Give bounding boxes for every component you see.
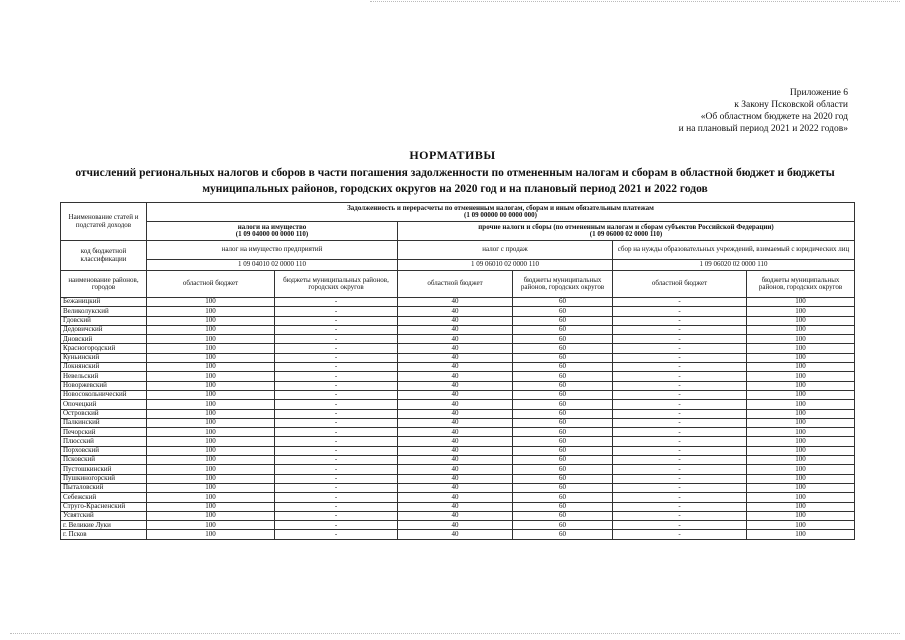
header-code3: 1 09 06020 02 0000 110 bbox=[613, 260, 855, 271]
value-cell: 40 bbox=[398, 316, 513, 325]
value-cell: - bbox=[275, 353, 398, 362]
table-row bbox=[61, 446, 855, 455]
table-body bbox=[61, 298, 855, 540]
value-cell: 40 bbox=[398, 307, 513, 316]
header-top bbox=[147, 203, 855, 222]
value-cell: - bbox=[275, 344, 398, 353]
value-cell: 100 bbox=[747, 363, 855, 372]
district-name-cell: Куньинский bbox=[61, 353, 147, 362]
table-row bbox=[61, 502, 855, 511]
value-cell: - bbox=[275, 372, 398, 381]
value-cell: 100 bbox=[747, 437, 855, 446]
value-cell: - bbox=[275, 474, 398, 483]
table-row bbox=[61, 465, 855, 474]
value-cell: 60 bbox=[513, 465, 613, 474]
value-cell: - bbox=[613, 418, 747, 427]
value-cell: - bbox=[275, 316, 398, 325]
value-cell: 40 bbox=[398, 493, 513, 502]
value-cell: - bbox=[275, 363, 398, 372]
value-cell: - bbox=[275, 428, 398, 437]
value-cell: 40 bbox=[398, 325, 513, 334]
value-cell: 40 bbox=[398, 456, 513, 465]
district-name-cell: Великолукский bbox=[61, 307, 147, 316]
value-cell: 60 bbox=[513, 325, 613, 334]
value-cell: 60 bbox=[513, 418, 613, 427]
value-cell: 60 bbox=[513, 521, 613, 530]
value-cell: 60 bbox=[513, 400, 613, 409]
value-cell: - bbox=[275, 511, 398, 520]
value-cell: 100 bbox=[147, 456, 275, 465]
value-cell: 100 bbox=[747, 335, 855, 344]
value-cell: 100 bbox=[747, 409, 855, 418]
district-name-cell: г. Великие Луки bbox=[61, 521, 147, 530]
value-cell: - bbox=[613, 428, 747, 437]
header-group-other-taxes bbox=[398, 222, 855, 241]
value-cell: 60 bbox=[513, 298, 613, 307]
value-cell: 100 bbox=[747, 418, 855, 427]
value-cell: 100 bbox=[147, 372, 275, 381]
value-cell: - bbox=[275, 325, 398, 334]
value-cell: 40 bbox=[398, 409, 513, 418]
appendix-line: «Об областном бюджете на 2020 год bbox=[700, 112, 848, 122]
value-cell: 60 bbox=[513, 335, 613, 344]
value-cell: 60 bbox=[513, 307, 613, 316]
value-cell: 100 bbox=[147, 511, 275, 520]
group2-code: (1 09 06000 02 0000 110) bbox=[589, 230, 663, 238]
value-cell: 100 bbox=[147, 437, 275, 446]
value-cell: - bbox=[613, 344, 747, 353]
appendix-line: и на плановый период 2021 и 2022 годов» bbox=[678, 124, 848, 134]
value-cell: - bbox=[275, 465, 398, 474]
value-cell: 100 bbox=[147, 530, 275, 539]
district-name-cell: Струго-Красненский bbox=[61, 502, 147, 511]
value-cell: - bbox=[613, 502, 747, 511]
header-top-code: (1 09 00000 00 0000 000) bbox=[464, 211, 537, 219]
value-cell: 100 bbox=[147, 353, 275, 362]
table-row bbox=[61, 474, 855, 483]
table-row bbox=[61, 307, 855, 316]
value-cell: 60 bbox=[513, 437, 613, 446]
value-cell: 60 bbox=[513, 446, 613, 455]
value-cell: - bbox=[613, 381, 747, 390]
value-cell: 40 bbox=[398, 390, 513, 399]
value-cell: 40 bbox=[398, 418, 513, 427]
header-tax2: налог с продаж bbox=[398, 241, 613, 260]
value-cell: 100 bbox=[747, 465, 855, 474]
district-name-cell: Дновский bbox=[61, 335, 147, 344]
value-cell: - bbox=[613, 298, 747, 307]
table-row bbox=[61, 483, 855, 492]
header-item-name bbox=[61, 203, 147, 241]
value-cell: 40 bbox=[398, 381, 513, 390]
value-cell: 100 bbox=[747, 530, 855, 539]
table-row bbox=[61, 511, 855, 520]
value-cell: 40 bbox=[398, 372, 513, 381]
scan-artifact-bottom bbox=[10, 633, 900, 635]
value-cell: - bbox=[275, 409, 398, 418]
table-row bbox=[61, 521, 855, 530]
value-cell: - bbox=[613, 521, 747, 530]
table-row bbox=[61, 437, 855, 446]
table-row bbox=[61, 298, 855, 307]
value-cell: 100 bbox=[747, 298, 855, 307]
district-name-cell: Псковский bbox=[61, 456, 147, 465]
value-cell: - bbox=[275, 298, 398, 307]
value-cell: - bbox=[275, 483, 398, 492]
district-name-cell: Красногородский bbox=[61, 344, 147, 353]
value-cell: 40 bbox=[398, 465, 513, 474]
value-cell: 100 bbox=[147, 483, 275, 492]
value-cell: - bbox=[613, 390, 747, 399]
value-cell: 60 bbox=[513, 372, 613, 381]
value-cell: 100 bbox=[747, 493, 855, 502]
value-cell: - bbox=[613, 363, 747, 372]
value-cell: - bbox=[275, 307, 398, 316]
value-cell: 100 bbox=[147, 521, 275, 530]
value-cell: 60 bbox=[513, 409, 613, 418]
value-cell: 100 bbox=[747, 307, 855, 316]
value-cell: 100 bbox=[147, 502, 275, 511]
header-kbk-text: код бюджетной классификации bbox=[80, 247, 127, 263]
district-name-cell: Гдовский bbox=[61, 316, 147, 325]
value-cell: 40 bbox=[398, 428, 513, 437]
value-cell: 100 bbox=[147, 325, 275, 334]
table-row bbox=[61, 456, 855, 465]
value-cell: - bbox=[613, 316, 747, 325]
district-name-cell: г. Псков bbox=[61, 530, 147, 539]
value-cell: - bbox=[613, 353, 747, 362]
value-cell: 60 bbox=[513, 511, 613, 520]
value-cell: 40 bbox=[398, 344, 513, 353]
value-cell: - bbox=[275, 521, 398, 530]
value-cell: 100 bbox=[747, 428, 855, 437]
value-cell: 100 bbox=[147, 409, 275, 418]
appendix-note bbox=[679, 87, 848, 135]
value-cell: - bbox=[613, 409, 747, 418]
header-item-name-text: Наименование статей и подстатей доходов bbox=[68, 213, 139, 229]
district-name-cell: Печорский bbox=[61, 428, 147, 437]
table-row bbox=[61, 335, 855, 344]
district-name-cell: Новоржевский bbox=[61, 381, 147, 390]
value-cell: 60 bbox=[513, 493, 613, 502]
value-cell: - bbox=[275, 446, 398, 455]
value-cell: 100 bbox=[747, 353, 855, 362]
value-cell: - bbox=[613, 530, 747, 539]
value-cell: - bbox=[613, 511, 747, 520]
group1-text: налоги на имущество bbox=[237, 222, 307, 231]
value-cell: 100 bbox=[147, 316, 275, 325]
value-cell: - bbox=[275, 456, 398, 465]
table-row bbox=[61, 493, 855, 502]
appendix-line: Приложение 6 bbox=[789, 88, 848, 98]
header-municipal-budget-3: бюджеты муниципальных районов, городских округов bbox=[747, 271, 855, 298]
value-cell: 40 bbox=[398, 474, 513, 483]
norms-table bbox=[60, 202, 855, 540]
value-cell: 100 bbox=[147, 363, 275, 372]
header-top-text: Задолженность и перерасчеты по отмененным налогам, сборам и иным обязательным платежам bbox=[347, 203, 654, 212]
value-cell: 40 bbox=[398, 437, 513, 446]
value-cell: 40 bbox=[398, 521, 513, 530]
value-cell: - bbox=[613, 483, 747, 492]
value-cell: 100 bbox=[747, 474, 855, 483]
group1-code: (1 09 04000 00 0000 110) bbox=[235, 230, 309, 238]
value-cell: - bbox=[275, 493, 398, 502]
district-name-cell: Новосокольнический bbox=[61, 390, 147, 399]
value-cell: 40 bbox=[398, 530, 513, 539]
header-municipal-budget-1: бюджеты муниципальных районов, городских округов bbox=[275, 271, 398, 298]
value-cell: - bbox=[613, 456, 747, 465]
header-code2: 1 09 06010 02 0000 110 bbox=[398, 260, 613, 271]
table-row bbox=[61, 390, 855, 399]
value-cell: - bbox=[275, 418, 398, 427]
district-name-cell: Островский bbox=[61, 409, 147, 418]
value-cell: 60 bbox=[513, 381, 613, 390]
district-name-cell: Пушкиногорский bbox=[61, 474, 147, 483]
table-row bbox=[61, 400, 855, 409]
header-group-property-tax bbox=[147, 222, 398, 241]
value-cell: 100 bbox=[147, 400, 275, 409]
value-cell: - bbox=[275, 400, 398, 409]
table-row bbox=[61, 381, 855, 390]
district-name-cell: Пустошкинский bbox=[61, 465, 147, 474]
value-cell: - bbox=[613, 325, 747, 334]
value-cell: 40 bbox=[398, 511, 513, 520]
value-cell: 100 bbox=[747, 372, 855, 381]
header-regional-budget-3: областной бюджет bbox=[613, 271, 747, 298]
value-cell: 40 bbox=[398, 502, 513, 511]
value-cell: 100 bbox=[747, 456, 855, 465]
table-row bbox=[61, 372, 855, 381]
value-cell: - bbox=[613, 493, 747, 502]
table-row bbox=[61, 409, 855, 418]
district-name-cell: Порховский bbox=[61, 446, 147, 455]
district-name-cell: Себежский bbox=[61, 493, 147, 502]
scan-artifact-top bbox=[370, 1, 900, 3]
header-code1: 1 09 04010 02 0000 110 bbox=[147, 260, 398, 271]
value-cell: 100 bbox=[147, 474, 275, 483]
table-row bbox=[61, 316, 855, 325]
value-cell: 60 bbox=[513, 474, 613, 483]
value-cell: 100 bbox=[147, 307, 275, 316]
value-cell: - bbox=[275, 530, 398, 539]
value-cell: - bbox=[613, 335, 747, 344]
value-cell: 60 bbox=[513, 483, 613, 492]
district-name-cell: Локнянский bbox=[61, 363, 147, 372]
table-row bbox=[61, 344, 855, 353]
header-regional-budget-2: областной бюджет bbox=[398, 271, 513, 298]
value-cell: 60 bbox=[513, 428, 613, 437]
table-header bbox=[61, 203, 855, 298]
group2-text: прочие налоги и сборы (по отмененным налогам и сборам субъектов Российской Федерации) bbox=[478, 222, 774, 231]
value-cell: 100 bbox=[747, 400, 855, 409]
value-cell: 40 bbox=[398, 353, 513, 362]
value-cell: 100 bbox=[147, 335, 275, 344]
value-cell: 100 bbox=[747, 483, 855, 492]
header-tax1: налог на имущество предприятий bbox=[147, 241, 398, 260]
value-cell: 40 bbox=[398, 298, 513, 307]
value-cell: 100 bbox=[747, 325, 855, 334]
value-cell: 60 bbox=[513, 316, 613, 325]
district-name-cell: Плюсский bbox=[61, 437, 147, 446]
value-cell: 60 bbox=[513, 363, 613, 372]
table-row bbox=[61, 418, 855, 427]
value-cell: 60 bbox=[513, 502, 613, 511]
value-cell: 100 bbox=[147, 418, 275, 427]
value-cell: - bbox=[613, 474, 747, 483]
value-cell: - bbox=[613, 307, 747, 316]
value-cell: - bbox=[275, 437, 398, 446]
value-cell: 40 bbox=[398, 446, 513, 455]
header-tax3: сбор на нужды образовательных учреждений, взимаемый с юридических лиц bbox=[613, 241, 855, 260]
value-cell: 40 bbox=[398, 483, 513, 492]
value-cell: 100 bbox=[147, 344, 275, 353]
value-cell: 100 bbox=[747, 511, 855, 520]
document-title: НОРМАТИВЫ bbox=[409, 148, 496, 162]
value-cell: 100 bbox=[147, 390, 275, 399]
value-cell: 100 bbox=[747, 344, 855, 353]
value-cell: 100 bbox=[747, 316, 855, 325]
header-regional-budget-1: областной бюджет bbox=[147, 271, 275, 298]
district-name-cell: Бежаницкий bbox=[61, 298, 147, 307]
value-cell: - bbox=[275, 390, 398, 399]
district-name-cell: Дедовичский bbox=[61, 325, 147, 334]
value-cell: - bbox=[613, 400, 747, 409]
district-name-cell: Пыталовский bbox=[61, 483, 147, 492]
table-row bbox=[61, 530, 855, 539]
header-kbk bbox=[61, 241, 147, 271]
table-row bbox=[61, 363, 855, 372]
district-name-cell: Опочецкий bbox=[61, 400, 147, 409]
value-cell: 60 bbox=[513, 353, 613, 362]
value-cell: 100 bbox=[147, 465, 275, 474]
value-cell: 40 bbox=[398, 335, 513, 344]
table-row bbox=[61, 353, 855, 362]
value-cell: 60 bbox=[513, 344, 613, 353]
value-cell: 40 bbox=[398, 400, 513, 409]
value-cell: - bbox=[613, 437, 747, 446]
appendix-line: к Закону Псковской области bbox=[734, 100, 848, 110]
value-cell: 100 bbox=[747, 446, 855, 455]
value-cell: - bbox=[613, 372, 747, 381]
table-row bbox=[61, 325, 855, 334]
district-name-cell: Палкинский bbox=[61, 418, 147, 427]
value-cell: 60 bbox=[513, 530, 613, 539]
value-cell: 100 bbox=[147, 446, 275, 455]
header-district: наименование районов, городов bbox=[61, 271, 147, 298]
value-cell: - bbox=[613, 446, 747, 455]
value-cell: 100 bbox=[747, 390, 855, 399]
value-cell: 100 bbox=[747, 502, 855, 511]
district-name-cell: Невельский bbox=[61, 372, 147, 381]
value-cell: 60 bbox=[513, 390, 613, 399]
district-name-cell: Усвятский bbox=[61, 511, 147, 520]
value-cell: - bbox=[613, 465, 747, 474]
value-cell: 100 bbox=[747, 381, 855, 390]
value-cell: 60 bbox=[513, 456, 613, 465]
value-cell: 100 bbox=[147, 381, 275, 390]
value-cell: 100 bbox=[147, 428, 275, 437]
document-subtitle: отчислений региональных налогов и сборов в части погашения задолженности по отмененным налогам и сборам в областной бюджет и бюджеты муниципальных районов, городских округов на 2020 год и на плановый период 2021 и 2022 годов bbox=[75, 167, 835, 195]
value-cell: - bbox=[275, 381, 398, 390]
value-cell: 40 bbox=[398, 363, 513, 372]
value-cell: - bbox=[275, 335, 398, 344]
value-cell: 100 bbox=[747, 521, 855, 530]
value-cell: 100 bbox=[147, 493, 275, 502]
value-cell: 100 bbox=[147, 298, 275, 307]
table-row bbox=[61, 428, 855, 437]
header-municipal-budget-2: бюджеты муниципальных районов, городских округов bbox=[513, 271, 613, 298]
value-cell: - bbox=[275, 502, 398, 511]
